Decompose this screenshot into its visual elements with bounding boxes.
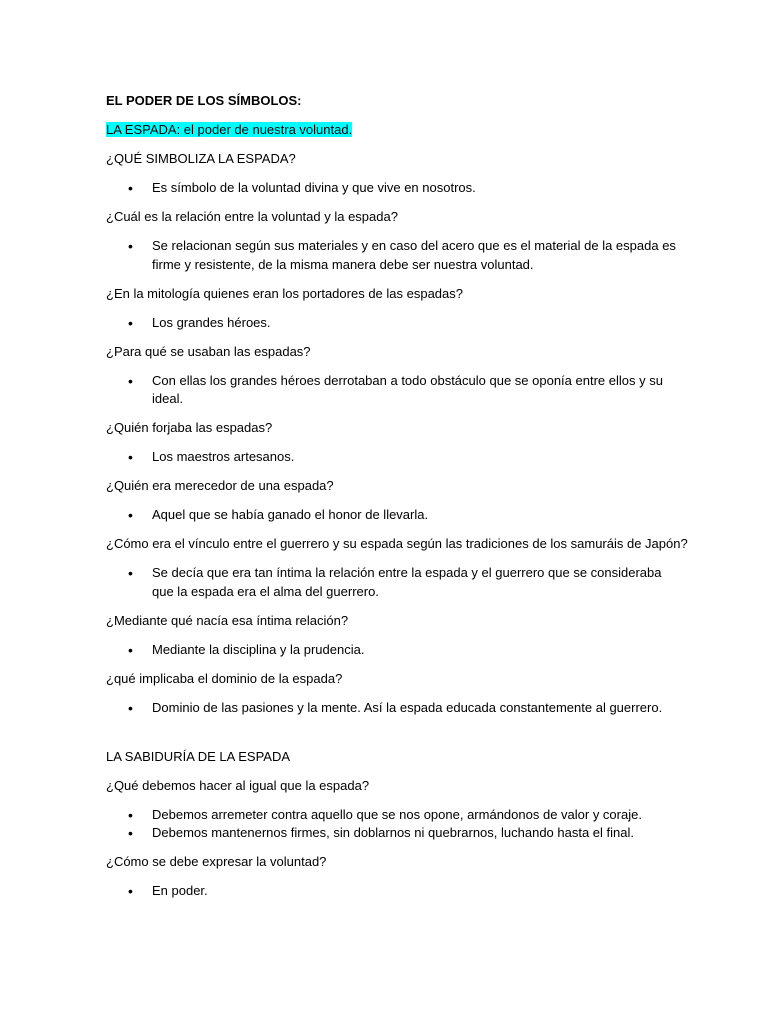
answer-list (106, 372, 676, 409)
answer-bullet: • Debemos arremeter contra aquello que se nos opone, armándonos de valor y coraje. (106, 806, 676, 825)
answer-bullet: • Dominio de las pasiones y la mente. Así la espada educada constantemente al guerrero. (106, 699, 676, 718)
answer-bullet: • Se decía que era tan íntima la relación entre la espada y el guerrero que se consideraba que la espada era el alma del guerrero. (106, 564, 676, 601)
question: ¿Mediante qué nacía esa íntima relación? (106, 612, 349, 628)
question: ¿Qué debemos hacer al igual que la espada? (106, 777, 370, 793)
question: ¿Cómo era el vínculo entre el guerrero y su espada según las tradiciones de los samuráis de Japón? (106, 536, 688, 551)
answer-list (106, 699, 676, 718)
document-body (106, 92, 688, 911)
answer-bullet: • Se relacionan según sus materiales y en caso del acero que es el material de la espada es firme y resistente, de la misma manera debe ser nuestra voluntad. (106, 237, 676, 274)
question: ¿Para qué se usaban las espadas? (106, 343, 311, 359)
answer-bullet: • Los maestros artesanos. (106, 448, 676, 467)
answer-bullet: • Con ellas los grandes héroes derrotaban a todo obstáculo que se oponía entre ellos y su ideal. (106, 372, 676, 409)
spacer (106, 728, 676, 748)
question: ¿QUÉ SIMBOLIZA LA ESPADA? (106, 151, 296, 166)
question: ¿Cuál es la relación entre la voluntad y la espada? (106, 209, 398, 224)
section-heading: LA SABIDURÍA DE LA ESPADA (106, 748, 291, 764)
question: ¿En la mitología quienes eran los portadores de las espadas? (106, 285, 463, 301)
answer-bullet: • En poder. (106, 882, 676, 901)
answer-bullet: • Debemos mantenernos firmes, sin doblarnos ni quebrarnos, luchando hasta el final. (106, 824, 676, 843)
answer-list (106, 882, 676, 901)
answer-bullet: • Aquel que se había ganado el honor de llevarla. (106, 506, 676, 525)
question: ¿Cómo se debe expresar la voluntad? (106, 854, 327, 869)
answer-list (106, 179, 676, 198)
answer-list (106, 448, 676, 467)
answer-bullet: • Es símbolo de la voluntad divina y que vive en nosotros. (106, 179, 676, 198)
question: ¿qué implicaba el dominio de la espada? (106, 670, 343, 686)
answer-list (106, 506, 676, 525)
answer-list (106, 641, 676, 660)
highlighted-heading: LA ESPADA: el poder de nuestra voluntad. (106, 122, 353, 137)
answer-list (106, 806, 676, 843)
answer-list (106, 314, 676, 333)
question: ¿Quién era merecedor de una espada? (106, 478, 334, 493)
answer-bullet: • Los grandes héroes. (106, 314, 676, 333)
answer-list (106, 564, 676, 601)
document-title: EL PODER DE LOS SÍMBOLOS: (106, 93, 302, 108)
question: ¿Quién forjaba las espadas? (106, 420, 273, 435)
answer-bullet: • Mediante la disciplina y la prudencia. (106, 641, 676, 660)
highlighted-heading-line (106, 121, 676, 140)
answer-list (106, 237, 676, 274)
